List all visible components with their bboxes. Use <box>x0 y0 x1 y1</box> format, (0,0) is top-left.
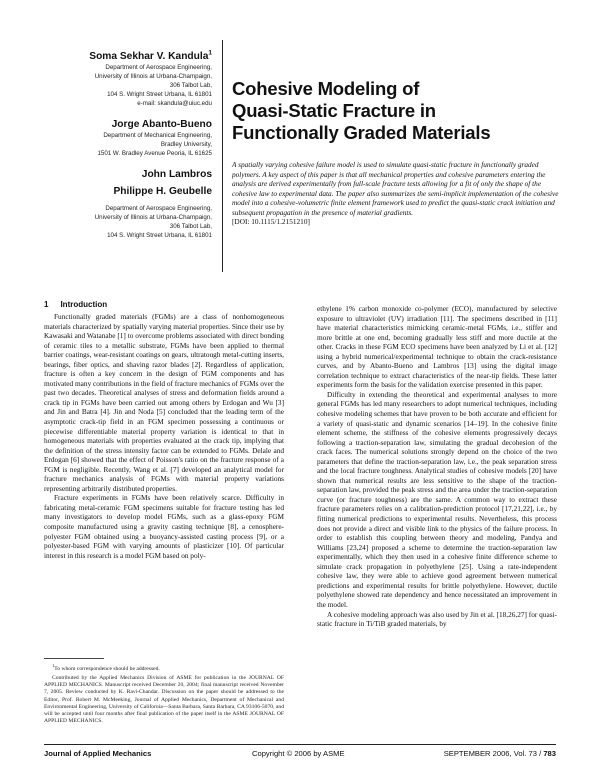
affiliation-line: 104 S. Wright Street Urbana, IL 61801 <box>107 232 212 239</box>
paragraph: ethylene 1% carbon monoxide co-polymer (ECO), manufactured by selective exposure to ultraviolet (UV) irradiation [11]. The specimens described in [11] have material characteristics mimicking ceramic-metal FGMs, i.e., stiffer and more brittle at one end, becoming gradually less stiff and more ductile at the other. Cracks in these FGM ECO specimens have been analyzed by Li et al. [12] using a hybrid numerical/experimental technique to obtain the crack-resistance curves, and by Abanto-Bueno and Lambros [13] using the digital image correlation technique to extract characteristics of the near-tip fields. These latter experiments form the basis for the validation exercise presented in this paper. <box>317 304 557 390</box>
author-lambros <box>44 168 212 181</box>
journal-name: Journal of Applied Mechanics <box>44 749 152 758</box>
affiliation-line: Department of Aerospace Engineering, <box>105 205 212 212</box>
paragraph: Difficulty in extending the theoretical and experimental analyses to more general FGMs has led many researchers to adopt numerical techniques, including cohesive modeling schemes that have proven to be both accurate and efficient for a variety of quasi-static and dynamic scenarios [14–19]. In the cohesive finite element scheme, the stiffness of the cohesive elements progressively decays following a traction-separation law, simulating the gradual decohesion of the crack faces. The numerical solutions strongly depend on the choice of the two parameters that define the traction-separation law, i.e., the peak separation stress and the local fracture toughness. Analytical studies of cohesive models [20] have shown that numerical results are less sensitive to the shape of the traction-separation law, provided the peak stress and the area under the traction-separation curve (or fracture toughness) are the same. A common way to extract these fracture parameters relies on a calibration-prediction protocol [17,21,22], i.e., by fitting numerical predictions to experimental results. Nevertheless, this process does not provide a direct and visible link to the physics of the failure process. In order to establish this coupling between theory and modeling, Pandya and Williams [23,24] proposed a scheme to determine the traction-separation law experimentally, which they then used in a cohesive finite difference scheme to simulate crack propagation in polyethylene [25]. Using a rate-independent cohesive law, they were able to achieve good agreement between numerical predictions and experimental results for brittle polyethylene. However, ductile polyethylene showed rate dependency and hence necessitated an improvement in the model. <box>317 389 557 609</box>
title-line: Cohesive Modeling of <box>232 78 420 99</box>
affiliation-line: 306 Talbot Lab, <box>169 82 212 89</box>
affiliation-line: University of Illinois at Urbana-Champaign, <box>94 214 212 221</box>
paragraph: A cohesive modeling approach was also used by Jin et al. [18,26,27] for quasi-static fracture in Ti/TiB graded materials, by <box>317 609 557 629</box>
paragraph: Fracture experiments in FGMs have been relatively scarce. Difficulty in fabricating metal-ceramic FGM specimens suitable for fracture testing has led many investigators to develop model FGMs, such as a glass-epoxy FGM composite manufactured using a gravity casting technique [8], a cenosphere-polyester FGM obtained using a buoyancy-assisted casting process [9], or a polyester-based FGM with varying amounts of plasticizer [10]. Of particular interest in this research is a model FGM based on poly- <box>44 493 284 560</box>
footnote-marker: 1 <box>208 49 212 57</box>
author-name: Soma Sekhar V. Kandula <box>89 51 209 62</box>
affiliation-line: 1501 W. Bradley Avenue Peoria, IL 61625 <box>97 150 212 157</box>
section-number: 1 <box>44 300 49 309</box>
article-title <box>232 78 552 144</box>
abstract <box>232 160 562 227</box>
affiliation-line: Department of Aerospace Engineering, <box>105 64 212 71</box>
copyright-notice: Copyright © 2006 by ASME <box>252 749 345 758</box>
title-divider <box>222 40 223 272</box>
affiliation-line: University of Illinois at Urbana-Champaign, <box>94 73 212 80</box>
page-footer <box>44 749 556 763</box>
footnote-marker: 1 <box>52 663 55 668</box>
author-name: Philippe H. Geubelle <box>113 186 212 197</box>
paragraph: Functionally graded materials (FGMs) are a class of nonhomogeneous materials characterized by spatially varying material properties. Since their use by Kawasaki and Watanabe [1] to overcome problems associated with direct bonding of ceramic tiles to a metallic substrate, FGMs have been applied to thermal barrier coatings, wear-resistant coatings on gears, ultratough metal-cutting inserts, bearings, fiber optics, and shaving razor blades [2]. Regardless of application, fracture is often a key concern in the design of FGM components and has motivated many contributions in the field of fracture mechanics of FGMs over the past two decades. Theoretical analyses of stress and deformation fields around a crack tip in FGMs have been carried out among others by Erdogan and Wu [3] and Jin and Batra [4]. Jin and Noda [5] concluded that the leading term of the asymptotic crack-tip field in an FGM specimen possessing a continuous or piecewise differentiable material property variation is identical to that in homogeneous materials with properties evaluated at the crack tip, implying that the definition of the stress intensity factor can be extended to FGMs. Delale and Erdogan [6] showed that the effect of Poisson's ratio on the fracture response of a FGM is negligible. Recently, Wang et al. [7] developed an analytical model for fracture mechanics analysis of FGMs with material property variations representing arbitrarily distributed properties. <box>44 312 284 493</box>
author-email[interactable]: e-mail: skandula@uiuc.edu <box>137 100 212 107</box>
footnotes <box>44 662 284 727</box>
body-column-left <box>44 312 284 560</box>
author-name: Jorge Abanto-Bueno <box>111 119 212 130</box>
issue-date: SEPTEMBER 2006, Vol. 73 / <box>443 749 542 758</box>
title-line: Functionally Graded Materials <box>232 122 491 143</box>
body-column-right <box>317 304 557 629</box>
author-kandula <box>44 50 212 108</box>
title-line: Quasi-Static Fracture in <box>232 100 436 121</box>
affiliation-line: 104 S. Wright Street Urbana, IL 61801 <box>107 91 212 98</box>
author-geubelle <box>44 185 212 240</box>
doi-link[interactable]: [DOI: 10.1115/1.2151210] <box>232 217 310 226</box>
section-heading <box>44 300 119 309</box>
section-title: Introduction <box>60 300 108 309</box>
footnote: Contributed by the Applied Mechanics Division of ASME for publication in the JOURNAL OF APPLIED MECHANICS. Manuscript received December 20, 2004; final manuscript received November 7, 2005. Review conducted by K. Ravi-Chandar. Discussion on the paper should be addressed to the Editor, Prof. Robert M. McMeeking, Journal of Applied Mechanics, Department of Mechanical and Environmental Engineering, University of California—Santa Barbara, Santa Barbara, CA 93106-5070, and will be accepted until four months after final publication of the paper itself in the ASME JOURNAL OF APPLIED MECHANICS. <box>44 675 284 725</box>
footnote-text: To whom correspondence should be addressed. <box>54 665 160 672</box>
author-abanto-bueno <box>44 118 212 158</box>
footnote <box>44 662 284 673</box>
footnote-divider <box>44 658 104 659</box>
footer-divider <box>44 744 556 745</box>
author-name: John Lambros <box>141 169 212 180</box>
author-list <box>44 50 212 250</box>
abstract-text: A spatially varying cohesive failure model is used to simulate quasi-static fracture in functionally graded polymers. A key aspect of this paper is that all mechanical properties and cohesive parameters entering the analysis are derived experimentally from full-scale fracture tests allowing for a fit of only the shape of the cohesive law to experimental data. The paper also summarizes the semi-implicit implementation of the cohesive model into a cohesive-volumetric finite element framework used to predict the quasi-static crack initiation and subsequent propagation in the presence of material gradients. <box>232 160 559 217</box>
affiliation-line: Bradley University, <box>160 141 212 148</box>
page-number: 783 <box>543 749 556 758</box>
issue-info <box>444 749 556 758</box>
affiliation-line: 306 Talbot Lab, <box>169 223 212 230</box>
affiliation-line: Department of Mechanical Engineering, <box>103 132 212 139</box>
